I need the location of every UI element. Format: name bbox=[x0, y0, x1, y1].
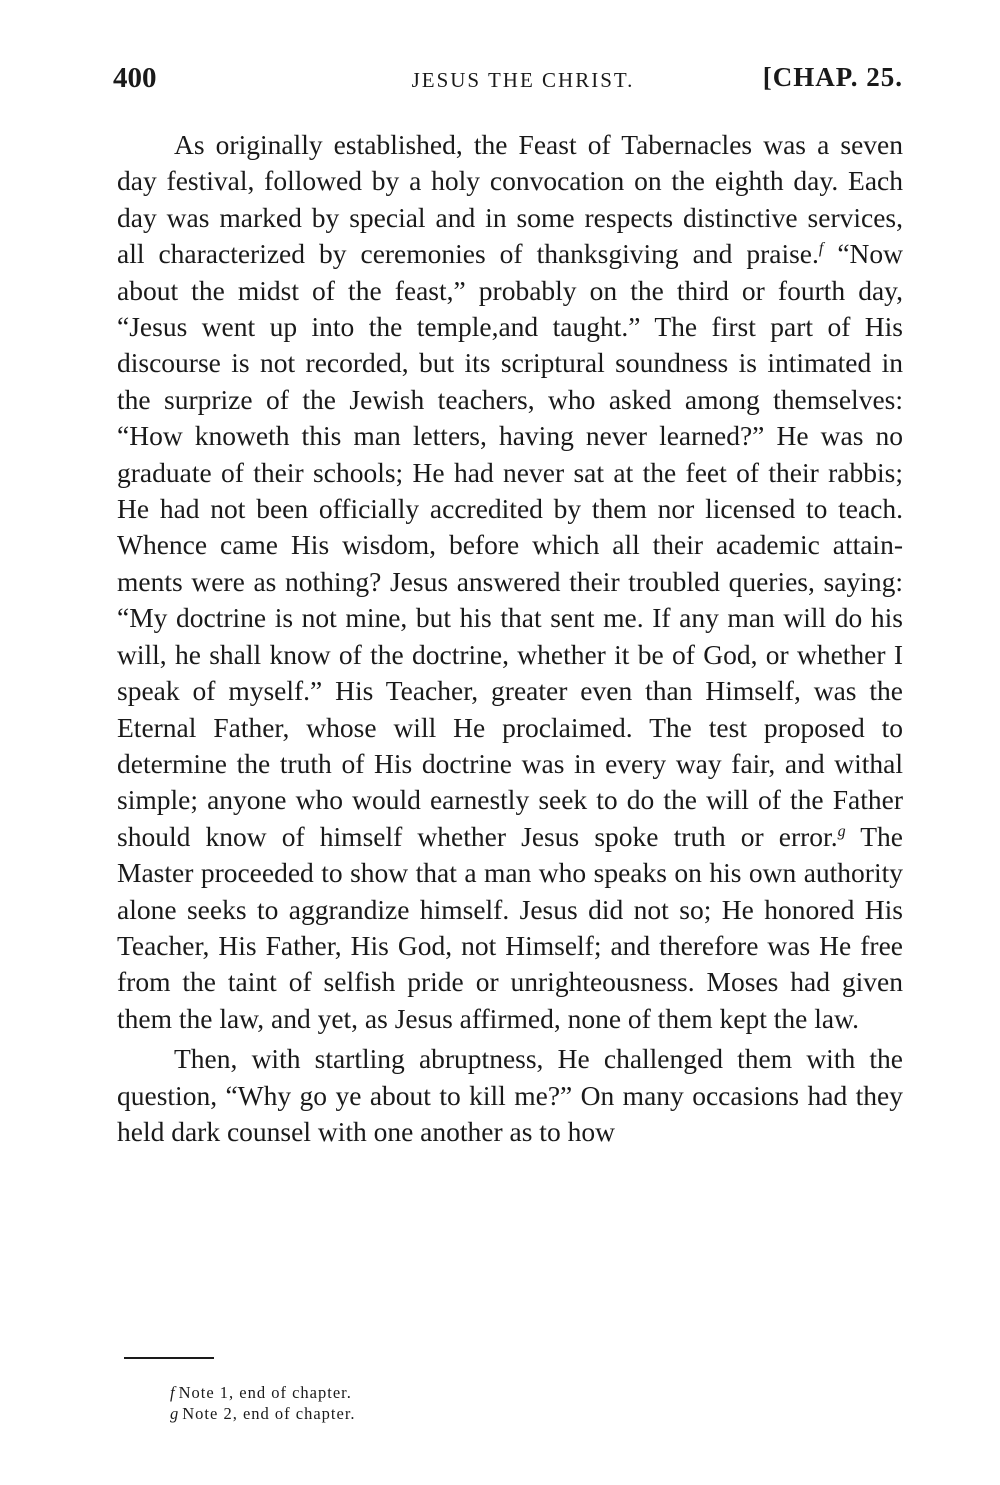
body-text bbox=[117, 127, 903, 1150]
footnote bbox=[170, 1403, 356, 1424]
chapter-reference: [CHAP. 25. bbox=[762, 62, 903, 92]
page-header bbox=[113, 62, 903, 98]
page-number: 400 bbox=[113, 62, 157, 94]
footnote-text: Note 1, end of chapter. bbox=[178, 1383, 352, 1402]
footnote-reference[interactable]: g bbox=[837, 822, 846, 840]
footnotes bbox=[170, 1382, 356, 1424]
footnote-text: Note 2, end of chapter. bbox=[182, 1404, 356, 1423]
footnote bbox=[170, 1382, 356, 1403]
text-segment: Then, with startling abruptness, He challenged them with the question, “Why go ye about to kill me?” On many occasions had they held dark counsel with one another as to how bbox=[117, 1043, 903, 1147]
text-segment: The Master proceeded to show that a man who speaks on his own authority alone seeks to aggrandize himself. Jesus did not so; He honored His Teacher, His Father, His God, not Himself; and therefore was He free from the taint of selfish pride or unrighteousness. Moses had given them the law, and yet, as Jesus affirmed, none of them kept the law. bbox=[117, 820, 903, 1034]
running-title: JESUS THE CHRIST. bbox=[411, 68, 635, 92]
footnote-divider bbox=[124, 1357, 214, 1359]
footnote-mark: g bbox=[170, 1404, 180, 1423]
paragraph bbox=[117, 127, 903, 1037]
paragraph bbox=[117, 1041, 903, 1150]
text-segment: As originally established, the Feast of Tabernacles was a seven day festival, followed by a holy convocation on the eighth day. Each day was marked by special and in some respects distinctive services, all characterized by ceremonies of thanksgiving and praise. bbox=[117, 129, 903, 270]
footnote-mark: f bbox=[170, 1383, 176, 1402]
footnote-reference[interactable]: f bbox=[818, 240, 824, 258]
text-segment: “Now about the midst of the feast,” probably on the third or fourth day, “Jesus went up into the temple,and taught.” The first part of His discourse is not recorded, but its scriptural soundness is intimated in the surprize of the Jewish teachers, who asked among themselves: “How knoweth this man letters, having never learned?” He was no graduate of their schools; He had never sat at the feet of their rabbis; He had not been officially accredited by them nor licensed to teach. Whence came His wisdom, before which all their academic attainments were as nothing? Jesus answered their troubled queries, saying: “My doctrine is not mine, but his that sent me. If any man will do his will, he shall know of the doctrine, whether it be of God, or whether I speak of myself.” His Teacher, greater even than Himself, was the Eternal Father, whose will He proclaimed. The test proposed to determine the truth of His doctrine was in every way fair, and withal simple; anyone who would earnestly seek to do the will of the Father should know of himself whether Jesus spoke truth or error. bbox=[117, 238, 903, 852]
